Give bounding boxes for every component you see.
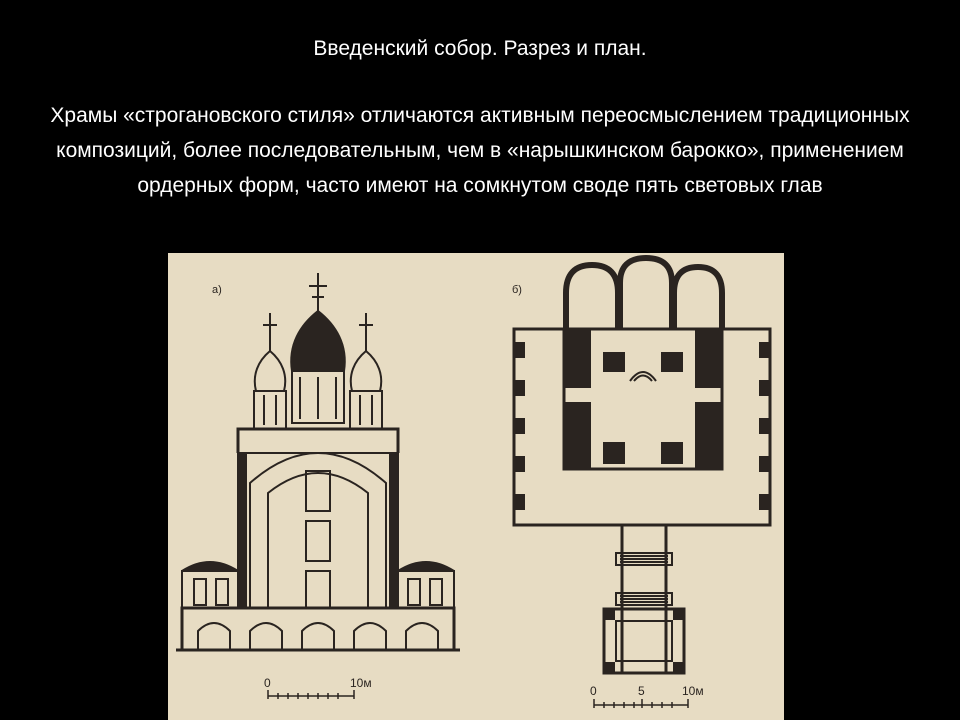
plan-scale-zero: 0	[590, 684, 597, 698]
plan-scale-mid: 5	[638, 684, 645, 698]
plan-drawing	[514, 258, 770, 673]
plan-marker: б)	[512, 284, 522, 296]
section-scale-zero: 0	[264, 676, 271, 690]
slide-body-text: Храмы «строгановского стиля» отличаются активным переосмыслением традиционных композиций, более последовательным, чем в «нарышкинском барокко», применением ордерных форм, часто имеют на сомкнутом своде пять световых глав	[50, 104, 910, 197]
section-scale-end: 10м	[350, 676, 372, 690]
section-marker: а)	[212, 284, 222, 296]
plan-scale-end: 10м	[682, 684, 704, 698]
section-drawing	[176, 273, 460, 650]
section-scale-bar	[268, 690, 354, 699]
cathedral-drawing	[168, 253, 784, 720]
plan-scale-bar	[594, 699, 688, 708]
slide-title: Введенский собор. Разрез и план.	[313, 37, 647, 60]
